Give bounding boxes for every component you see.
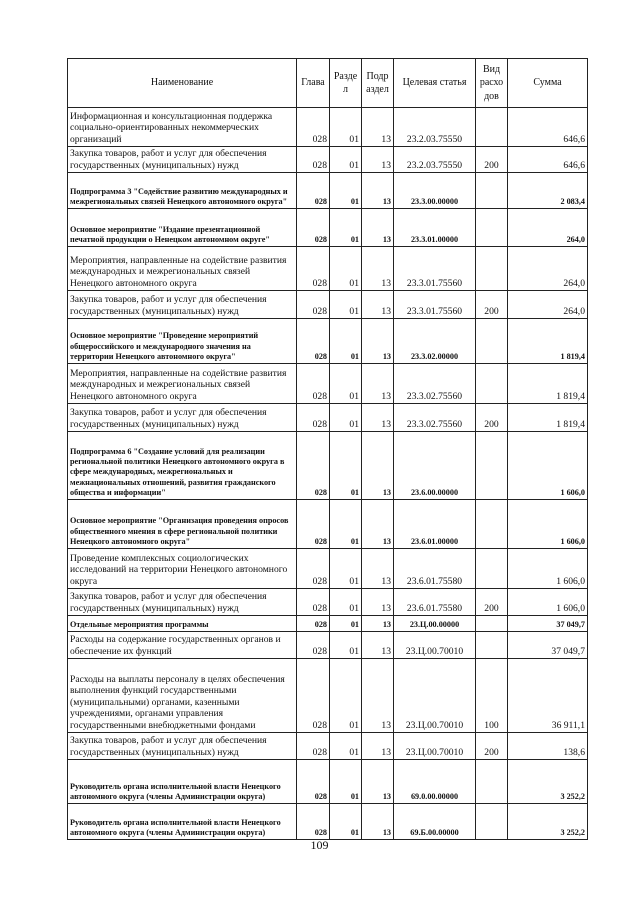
- table-row: [68, 404, 588, 432]
- cell-target: 23.6.00.00000: [394, 432, 476, 500]
- cell-name: Руководитель органа исполнительной власти Ненецкого автономного округа (члены Администрации округа): [68, 760, 297, 804]
- table-row: [68, 804, 588, 840]
- cell-podrazdel: 13: [362, 319, 394, 364]
- header-podrazdel: Подр аздел: [362, 59, 394, 108]
- cell-sum: 2 083,4: [508, 173, 588, 209]
- cell-name: Закупка товаров, работ и услуг для обеспечения государственных (муниципальных) нужд: [68, 589, 297, 616]
- header-glava: Глава: [297, 59, 330, 108]
- cell-glava: 028: [297, 247, 330, 291]
- cell-razdel: 01: [330, 659, 362, 733]
- table-row: [68, 760, 588, 804]
- table-row: [68, 173, 588, 209]
- cell-name: Закупка товаров, работ и услуг для обеспечения государственных (муниципальных) нужд: [68, 404, 297, 432]
- cell-name: Информационная и консультационная поддержка социально-ориентированных некоммерческих организаций: [68, 108, 297, 147]
- cell-podrazdel: 13: [362, 616, 394, 632]
- cell-podrazdel: 13: [362, 804, 394, 840]
- cell-glava: 028: [297, 549, 330, 589]
- cell-name: Мероприятия, направленные на содействие развития международных и межрегиональных связей Ненецкого автономного округа: [68, 247, 297, 291]
- table-header-row: [68, 59, 588, 108]
- table-row: [68, 659, 588, 733]
- cell-glava: 028: [297, 589, 330, 616]
- table-row: [68, 291, 588, 319]
- cell-vid: [476, 108, 508, 147]
- table-row: [68, 733, 588, 760]
- cell-glava: 028: [297, 108, 330, 147]
- cell-vid: [476, 760, 508, 804]
- table-row: [68, 319, 588, 364]
- header-razdel: Разде л: [330, 59, 362, 108]
- cell-glava: 028: [297, 500, 330, 549]
- cell-glava: 028: [297, 291, 330, 319]
- cell-name: Проведение комплексных социологических исследований на территории Ненецкого автономного округа: [68, 549, 297, 589]
- header-sum: Сумма: [508, 59, 588, 108]
- cell-target: 23.3.01.00000: [394, 209, 476, 247]
- cell-sum: 37 049,7: [508, 616, 588, 632]
- cell-name: Руководитель органа исполнительной власти Ненецкого автономного округа (члены Администрации округа): [68, 804, 297, 840]
- cell-razdel: 01: [330, 291, 362, 319]
- table-row: [68, 147, 588, 173]
- cell-razdel: 01: [330, 589, 362, 616]
- cell-name: Отдельные мероприятия программы: [68, 616, 297, 632]
- cell-razdel: 01: [330, 108, 362, 147]
- cell-podrazdel: 13: [362, 500, 394, 549]
- page-number: 109: [310, 838, 329, 852]
- cell-vid: [476, 173, 508, 209]
- cell-name: Расходы на содержание государственных органов и обеспечение их функций: [68, 632, 297, 659]
- cell-glava: 028: [297, 404, 330, 432]
- cell-target: 23.3.02.75560: [394, 404, 476, 432]
- cell-podrazdel: 13: [362, 247, 394, 291]
- cell-razdel: 01: [330, 247, 362, 291]
- cell-razdel: 01: [330, 733, 362, 760]
- cell-sum: 1 819,4: [508, 319, 588, 364]
- cell-razdel: 01: [330, 632, 362, 659]
- cell-vid: [476, 319, 508, 364]
- cell-sum: 1 606,0: [508, 500, 588, 549]
- cell-podrazdel: 13: [362, 549, 394, 589]
- cell-vid: 100: [476, 659, 508, 733]
- cell-glava: 028: [297, 632, 330, 659]
- cell-glava: 028: [297, 173, 330, 209]
- cell-vid: 200: [476, 404, 508, 432]
- cell-vid: [476, 500, 508, 549]
- cell-podrazdel: 13: [362, 760, 394, 804]
- cell-podrazdel: 13: [362, 108, 394, 147]
- cell-sum: 37 049,7: [508, 632, 588, 659]
- header-vid: Вид расхо дов: [476, 59, 508, 108]
- cell-target: 69.0.00.00000: [394, 760, 476, 804]
- cell-podrazdel: 13: [362, 173, 394, 209]
- cell-vid: [476, 432, 508, 500]
- cell-vid: [476, 364, 508, 404]
- cell-glava: 028: [297, 733, 330, 760]
- cell-razdel: 01: [330, 804, 362, 840]
- cell-glava: 028: [297, 432, 330, 500]
- table-row: [68, 432, 588, 500]
- cell-razdel: 01: [330, 500, 362, 549]
- cell-razdel: 01: [330, 760, 362, 804]
- cell-vid: [476, 209, 508, 247]
- cell-sum: 138,6: [508, 733, 588, 760]
- table-body: [68, 108, 588, 840]
- cell-glava: 028: [297, 364, 330, 404]
- cell-vid: 200: [476, 733, 508, 760]
- cell-vid: 200: [476, 147, 508, 173]
- cell-sum: 1 606,0: [508, 589, 588, 616]
- cell-razdel: 01: [330, 364, 362, 404]
- cell-vid: [476, 549, 508, 589]
- cell-name: Расходы на выплаты персоналу в целях обеспечения выполнения функций государственными (муниципальными) органами, казенными учреждениями, органами управления государственными внебюджетными фондами: [68, 659, 297, 733]
- cell-target: 23.2.03.75550: [394, 147, 476, 173]
- cell-sum: 264,0: [508, 209, 588, 247]
- header-target: Целевая статья: [394, 59, 476, 108]
- cell-podrazdel: 13: [362, 659, 394, 733]
- cell-glava: 028: [297, 804, 330, 840]
- cell-target: 23.Ц.00.70010: [394, 659, 476, 733]
- cell-name: Основное мероприятие "Организация проведения опросов общественного мнения в сфере региональной политики Ненецкого автономного округа": [68, 500, 297, 549]
- cell-sum: 1 819,4: [508, 404, 588, 432]
- cell-name: Подпрограмма 6 "Создание условий для реализации региональной политики Ненецкого автономного округа в сфере международных, межрегиональных и межнациональных отношений, развития гражданского общества и информации": [68, 432, 297, 500]
- cell-podrazdel: 13: [362, 209, 394, 247]
- table-row: [68, 108, 588, 147]
- table-row: [68, 364, 588, 404]
- cell-sum: 1 819,4: [508, 364, 588, 404]
- cell-sum: 264,0: [508, 247, 588, 291]
- cell-glava: 028: [297, 616, 330, 632]
- cell-target: 23.Ц.00.70010: [394, 632, 476, 659]
- budget-table: [67, 58, 588, 840]
- cell-target: 69.Б.00.00000: [394, 804, 476, 840]
- header-name: Наименование: [68, 59, 297, 108]
- cell-podrazdel: 13: [362, 733, 394, 760]
- cell-name: Основное мероприятие "Издание презентационной печатной продукции о Ненецком автономном округе": [68, 209, 297, 247]
- cell-target: 23.6.01.75580: [394, 589, 476, 616]
- cell-target: 23.3.02.00000: [394, 319, 476, 364]
- table-row: [68, 549, 588, 589]
- cell-razdel: 01: [330, 432, 362, 500]
- cell-sum: 3 252,2: [508, 760, 588, 804]
- table-row: [68, 589, 588, 616]
- cell-glava: 028: [297, 659, 330, 733]
- cell-podrazdel: 13: [362, 291, 394, 319]
- cell-razdel: 01: [330, 319, 362, 364]
- cell-target: 23.3.01.75560: [394, 291, 476, 319]
- cell-name: Закупка товаров, работ и услуг для обеспечения государственных (муниципальных) нужд: [68, 291, 297, 319]
- cell-razdel: 01: [330, 404, 362, 432]
- cell-razdel: 01: [330, 147, 362, 173]
- cell-vid: [476, 804, 508, 840]
- cell-podrazdel: 13: [362, 432, 394, 500]
- cell-sum: 36 911,1: [508, 659, 588, 733]
- table-row: [68, 247, 588, 291]
- cell-target: 23.Ц.00.00000: [394, 616, 476, 632]
- cell-glava: 028: [297, 147, 330, 173]
- cell-target: 23.3.02.75560: [394, 364, 476, 404]
- cell-sum: 646,6: [508, 147, 588, 173]
- table-row: [68, 500, 588, 549]
- cell-name: Основное мероприятие "Проведение мероприятий общероссийского и международного значения на территории Ненецкого автономного округа": [68, 319, 297, 364]
- table-row: [68, 616, 588, 632]
- cell-sum: 3 252,2: [508, 804, 588, 840]
- cell-sum: 646,6: [508, 108, 588, 147]
- cell-podrazdel: 13: [362, 632, 394, 659]
- cell-target: 23.3.01.75560: [394, 247, 476, 291]
- cell-vid: [476, 632, 508, 659]
- table-row: [68, 632, 588, 659]
- cell-target: 23.Ц.00.70010: [394, 733, 476, 760]
- cell-podrazdel: 13: [362, 364, 394, 404]
- cell-glava: 028: [297, 209, 330, 247]
- cell-razdel: 01: [330, 209, 362, 247]
- cell-name: Подпрограмма 3 "Содействие развитию международных и межрегиональных связей Ненецкого автономного округа": [68, 173, 297, 209]
- cell-name: Закупка товаров, работ и услуг для обеспечения государственных (муниципальных) нужд: [68, 733, 297, 760]
- cell-razdel: 01: [330, 549, 362, 589]
- cell-razdel: 01: [330, 616, 362, 632]
- cell-target: 23.2.03.75550: [394, 108, 476, 147]
- cell-target: 23.6.01.75580: [394, 549, 476, 589]
- cell-vid: [476, 247, 508, 291]
- cell-vid: 200: [476, 291, 508, 319]
- cell-glava: 028: [297, 319, 330, 364]
- cell-podrazdel: 13: [362, 147, 394, 173]
- cell-podrazdel: 13: [362, 404, 394, 432]
- cell-vid: [476, 616, 508, 632]
- cell-vid: 200: [476, 589, 508, 616]
- table-row: [68, 209, 588, 247]
- cell-sum: 1 606,0: [508, 549, 588, 589]
- cell-sum: 1 606,0: [508, 432, 588, 500]
- cell-razdel: 01: [330, 173, 362, 209]
- cell-sum: 264,0: [508, 291, 588, 319]
- cell-glava: 028: [297, 760, 330, 804]
- cell-target: 23.3.00.00000: [394, 173, 476, 209]
- cell-name: Закупка товаров, работ и услуг для обеспечения государственных (муниципальных) нужд: [68, 147, 297, 173]
- cell-name: Мероприятия, направленные на содействие развития международных и межрегиональных связей Ненецкого автономного округа: [68, 364, 297, 404]
- cell-target: 23.6.01.00000: [394, 500, 476, 549]
- cell-podrazdel: 13: [362, 589, 394, 616]
